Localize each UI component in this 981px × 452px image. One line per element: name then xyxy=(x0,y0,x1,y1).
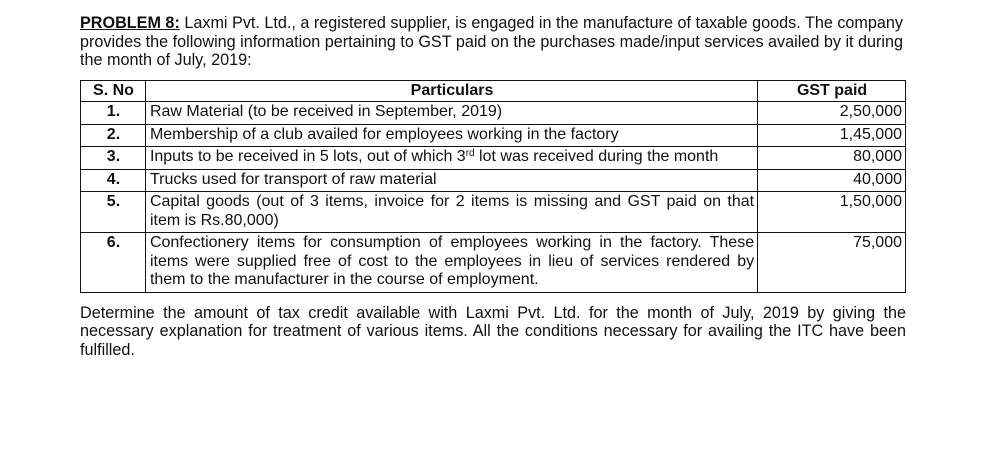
table-header-row xyxy=(81,80,906,102)
ordinal-superscript: rd xyxy=(465,148,475,159)
row-sno: 1. xyxy=(81,102,146,125)
row-gst-paid: 40,000 xyxy=(758,169,906,192)
row-particulars: Capital goods (out of 3 items, invoice for 2 items is missing and GST paid on that item is Rs.80,000) xyxy=(145,192,757,233)
row-particulars: Trucks used for transport of raw material xyxy=(145,169,757,192)
question-text: Determine the amount of tax credit available with Laxmi Pvt. Ltd. for the month of July, 2019 by giving the necessary explanation for treatment of various items. All the conditions necessary for availing the ITC have been fulfilled. xyxy=(80,303,906,359)
row-particulars xyxy=(145,147,757,170)
row-particulars: Raw Material (to be received in September, 2019) xyxy=(145,102,757,125)
table-row xyxy=(81,192,906,233)
particulars-text-after: lot was received during the month xyxy=(474,148,719,165)
row-gst-paid: 1,45,000 xyxy=(758,124,906,147)
table-row xyxy=(81,147,906,170)
problem-label: PROBLEM 8: xyxy=(80,14,180,32)
header-sno: S. No xyxy=(81,80,146,102)
table-row xyxy=(81,233,906,293)
row-gst-paid: 80,000 xyxy=(758,147,906,170)
table-row xyxy=(81,169,906,192)
problem-intro-text: Laxmi Pvt. Ltd., a registered supplier, is engaged in the manufacture of taxable goods. The company provides the following information pertaining to GST paid on the purchases made/input services availed by it during the month of July, 2019: xyxy=(80,14,904,69)
row-sno: 6. xyxy=(81,233,146,293)
row-sno: 2. xyxy=(81,124,146,147)
header-gst-paid: GST paid xyxy=(758,80,906,102)
row-sno: 5. xyxy=(81,192,146,233)
gst-table xyxy=(80,80,906,293)
row-particulars: Membership of a club availed for employees working in the factory xyxy=(145,124,757,147)
row-gst-paid: 75,000 xyxy=(758,233,906,293)
table-row xyxy=(81,102,906,125)
table-row xyxy=(81,124,906,147)
problem-intro xyxy=(80,14,910,70)
row-gst-paid: 1,50,000 xyxy=(758,192,906,233)
particulars-text-before: Inputs to be received in 5 lots, out of which 3 xyxy=(149,148,466,165)
document-page xyxy=(80,14,910,359)
row-sno: 3. xyxy=(81,147,146,170)
row-gst-paid: 2,50,000 xyxy=(758,102,906,125)
row-particulars: Confectionery items for consumption of employees working in the factory. These items were supplied free of cost to the employees in lieu of services rendered by them to the manufacturer in the course of employment. xyxy=(145,233,757,293)
row-sno: 4. xyxy=(81,169,146,192)
header-particulars: Particulars xyxy=(145,80,757,102)
